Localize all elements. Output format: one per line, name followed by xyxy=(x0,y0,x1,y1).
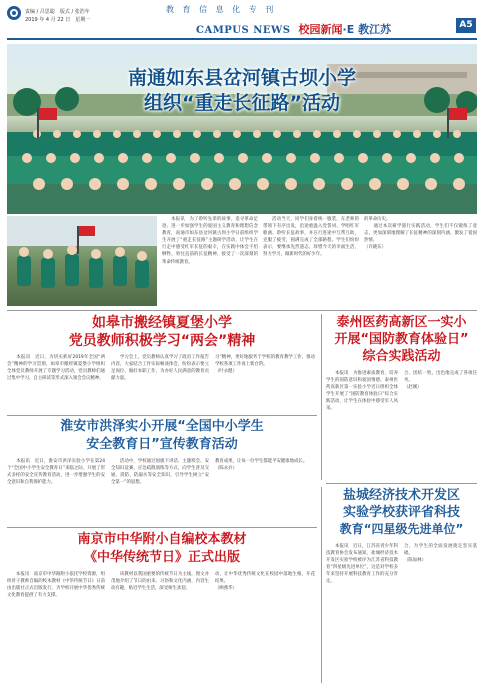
article-col-1: 本报讯 为推进素质教育，培养学生的国防意识和爱国情感，泰州医药高新区第一实验小学近日组织全体学生开展了“国防教育体验日”综合实践活动，让学生在体验中感受军人风采。 xyxy=(326,371,398,412)
article-title-1: 淮安市洪泽实小开展“全国中小学生 xyxy=(60,419,264,434)
headline-line-1: 南通如东县岔河镇古坝小学 xyxy=(127,67,356,89)
article-col-2: 活动当天，同学们身着统一服装，在老师的带领下有序出发，沿途重温入党誓词、学唱红军歌曲、聆听长征故事，并在行进途中互帮互助，克服了疲劳，圆满完成了全部路程。学生们纷纷表示，要继承先烈遗志，珍惜今天的幸福生活，努力学习，做新时代的好少年。 xyxy=(263,217,359,258)
article-col-2: 活动中，学校通过国旗下讲话、主题班会、安全知识竞赛、应急疏散演练等方式，向学生普及交通、消防、防溺水等安全知识，引导学生树立“安全第一”的思想。 xyxy=(111,459,209,486)
article-title-3: 教育“四星级先进单位” xyxy=(339,522,464,536)
masthead xyxy=(0,0,484,42)
masthead-name xyxy=(196,18,391,37)
masthead-name-cn: 校园新闻 xyxy=(298,23,343,36)
page-number-badge: A5 xyxy=(456,18,476,33)
article-col-1: 本报讯 南京市中华路附小依托学校资源，组织骨干教师自编的校本教材《中华传统节日》日前由出版社正式出版发行，为学校开展中华优秀传统文化教育提供了有力支撑。 xyxy=(7,572,105,599)
article-col-2: 合，为学生的全面发展奠定坚实基础。 （陈加林） xyxy=(404,544,477,564)
article-photo xyxy=(7,44,477,214)
article-col-3: 的革命历史。 通过本次研学旅行实践活动，学生们不仅锻炼了意志，更加深刻地理解了长征精神的深刻内涵，激发了爱国热情。 （许晓东） xyxy=(364,217,477,251)
article-title-3: 综合实践活动 xyxy=(362,349,441,364)
masthead-name-cn-2: ·E 教江苏 xyxy=(342,23,392,36)
article-hongze-school xyxy=(7,418,317,524)
article-title-2: 安全教育日”宣传教育活动 xyxy=(86,437,238,452)
article-col-1: 本报讯 近日，淮安市洪泽实验小学在第24个“全国中小学生安全教育日”来临之际，开展了形式多样的安全宣传教育活动，进一步增强学生的安全意识和自我保护能力。 xyxy=(7,459,105,486)
article-col-1: 本报讯 为了聆听先辈的故事，追寻革命足迹，进一步加强学生的爱国主义教育和理想信念教育，南通市如东县岔河镇古坝小学日前组织学生开展了“重走长征路”主题研学活动，让学生在行走中感受红军长征的艰辛，在实践中体会不怕牺牲、勇往直前的长征精神，接受了一次深刻的革命传统教育。 xyxy=(162,217,258,265)
article-title-2: 党员教师积极学习“两会”精神 xyxy=(68,333,256,349)
editor-line: 责编 / 吕思聪 版式 / 张浩年 xyxy=(25,9,90,15)
article-col-2: 该教材以我国重要的传统节日为主线，图文并茂地介绍了节日的由来、习俗和文化内涵，内容生动有趣，贴近学生生活，深受师生欢迎。 xyxy=(111,572,209,592)
article-col-2: 合、团结一致，出色地完成了各项任务。 （赵刚） xyxy=(404,371,477,391)
article-inset-photo xyxy=(7,216,157,306)
article-yancheng-school xyxy=(326,487,477,683)
article-title-2: 《中华传统节日》正式出版 xyxy=(83,550,240,565)
article-col-1: 本报讯 近日，江苏省青少年科技教育协会发布通知，盐城经济技术开发区实验学校被评为江苏省科技教育“四星级先进单位”，这是对学校多年来坚持开展科技教育工作的充分肯定。 xyxy=(326,544,398,585)
masthead-rule xyxy=(7,38,477,40)
article-title-2: 实验学校获评省科技 xyxy=(342,505,460,520)
masthead-tagline: 教 育 信 息 化 专 刊 xyxy=(166,5,277,14)
article-col-3: 动，让中华优秀传统文化在校园中落地生根、开花结果。 （顾燕华） xyxy=(215,572,315,592)
section-divider xyxy=(7,527,317,528)
masthead-name-en: CAMPUS NEWS xyxy=(196,25,291,36)
section-divider xyxy=(7,415,317,416)
article-col-3: 习”精神，更好地服务于学校的教育教学工作，推动学校各项工作再上新台阶。 （叶永健） xyxy=(215,355,315,375)
article-rugao-school xyxy=(7,314,317,412)
article-taizhou-school xyxy=(326,314,477,480)
article-title-1: 如皋市搬经镇夏堡小学 xyxy=(92,315,232,331)
school-logo-icon xyxy=(7,6,21,20)
article-title-1: 盐城经济技术开发区 xyxy=(342,488,460,503)
date-line: 2019 年 4 月 22 日 星期一 xyxy=(25,17,91,23)
inset-photo-illustration xyxy=(7,216,157,306)
section-divider xyxy=(326,483,477,484)
article-headline xyxy=(7,66,477,116)
article-title-1: 泰州医药高新区一实小 xyxy=(336,315,467,330)
article-col-2: 学习会上，党员教师认真学习了政府工作报告内容，大家结合工作实际畅谈体会，纷纷表示要立足岗位、做好本职工作，为办好人民满意的教育贡献力量。 xyxy=(111,355,209,382)
article-guba-school xyxy=(7,44,477,308)
article-title-1: 南京市中华附小自编校本教材 xyxy=(77,532,247,547)
section-divider xyxy=(7,310,477,311)
article-zhonghua-school xyxy=(7,531,317,683)
article-col-3: 教育成果，让每一位学生都能平安健康地成长。 （陈永兵） xyxy=(215,459,308,472)
column-divider xyxy=(321,487,322,683)
article-title-2: 开展“国防教育体验日” xyxy=(334,332,469,347)
headline-line-2: 组织“重走长征路”活动 xyxy=(144,92,340,114)
column-divider xyxy=(321,314,322,480)
article-col-1: 本报讯 近日，为切实抓好2019年全国“两会”精神的学习贯彻，如皋市搬经镇夏堡小学组织全体党员教师开展了专题学习活动，党员教师们通过集中学习、自主研读等形式深入领会会议精神。 xyxy=(7,355,105,382)
